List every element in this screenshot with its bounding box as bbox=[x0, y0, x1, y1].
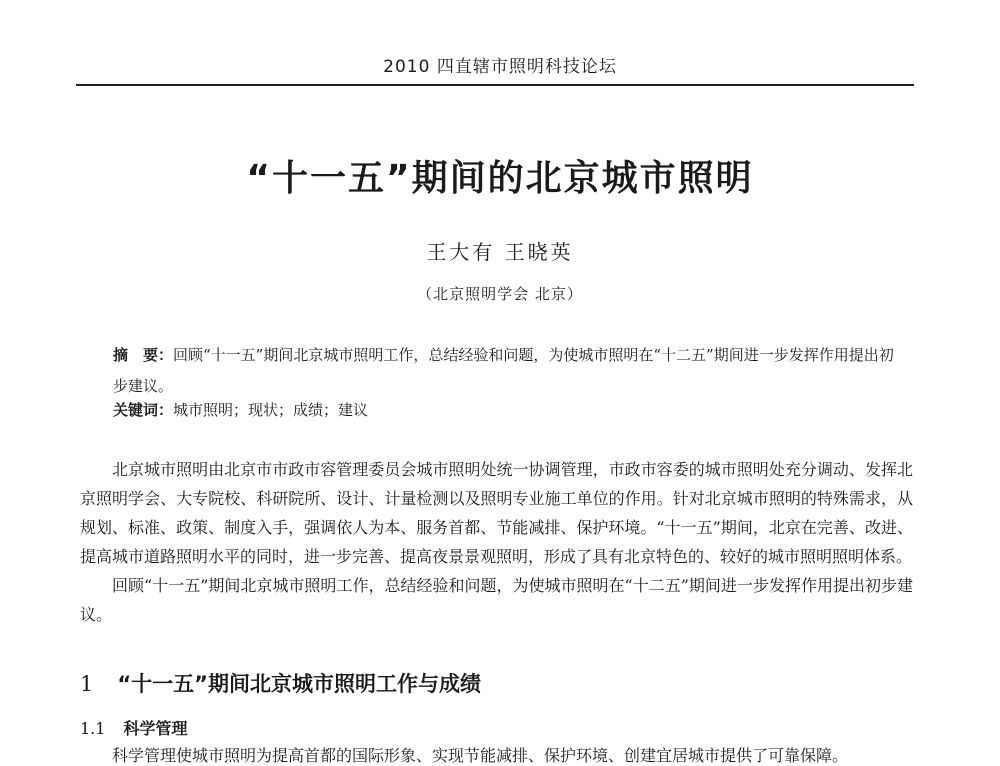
keywords-label: 关键词： bbox=[113, 401, 174, 419]
affiliation: （北京照明学会 北京） bbox=[417, 285, 583, 303]
abstract-text: 回顾“十一五”期间北京城市照明工作，总结经验和问题，为使城市照明在“十二五”期间进一步发挥作用提出初步建议。 bbox=[113, 346, 894, 395]
body-text bbox=[80, 455, 913, 629]
section-1-number: 1 bbox=[80, 672, 94, 696]
keywords-text: 城市照明；现状；成绩；建议 bbox=[173, 401, 369, 419]
section-1-title: “十一五”期间北京城市照明工作与成绩 bbox=[117, 672, 481, 696]
authors: 王大有 王晓英 bbox=[426, 240, 574, 264]
section-1-1-heading bbox=[80, 716, 187, 739]
section-1-heading bbox=[80, 668, 481, 698]
abstract-label: 摘 要： bbox=[113, 346, 174, 364]
keywords bbox=[113, 398, 903, 422]
section-1-1-number: 1.1 bbox=[80, 719, 106, 738]
header-rule bbox=[76, 84, 914, 86]
section-1-1-title: 科学管理 bbox=[123, 719, 188, 738]
abstract bbox=[113, 340, 903, 402]
paper-title: “十一五”期间的北京城市照明 bbox=[246, 158, 754, 199]
body-paragraph-1: 北京城市照明由北京市市政市容管理委员会城市照明处统一协调管理，市政市容委的城市照明处充分调动、发挥北京照明学会、大专院校、科研院所、设计、计量检测以及照明专业施工单位的作用。针对北京城市照明的特殊需求，从规划、标准、政策、制度入手，强调依人为本、服务首都、节能减排、保护环境。“十一五”期间，北京在完善、改进、提高城市道路照明水平的同时，进一步完善、提高夜景景观照明，形成了具有北京特色的、较好的城市照明照明体系。 bbox=[80, 460, 913, 566]
body-paragraph-2: 回顾“十一五”期间北京城市照明工作，总结经验和问题，为使城市照明在“十二五”期间进一步发挥作用提出初步建议。 bbox=[80, 576, 913, 624]
section-1-1-paragraph: 科学管理使城市照明为提高首都的国际形象、实现节能减排、保护环境、创建宜居城市提供了可靠保障。 bbox=[112, 746, 849, 765]
journal-header: 2010 四直辖市照明科技论坛 bbox=[383, 57, 617, 77]
